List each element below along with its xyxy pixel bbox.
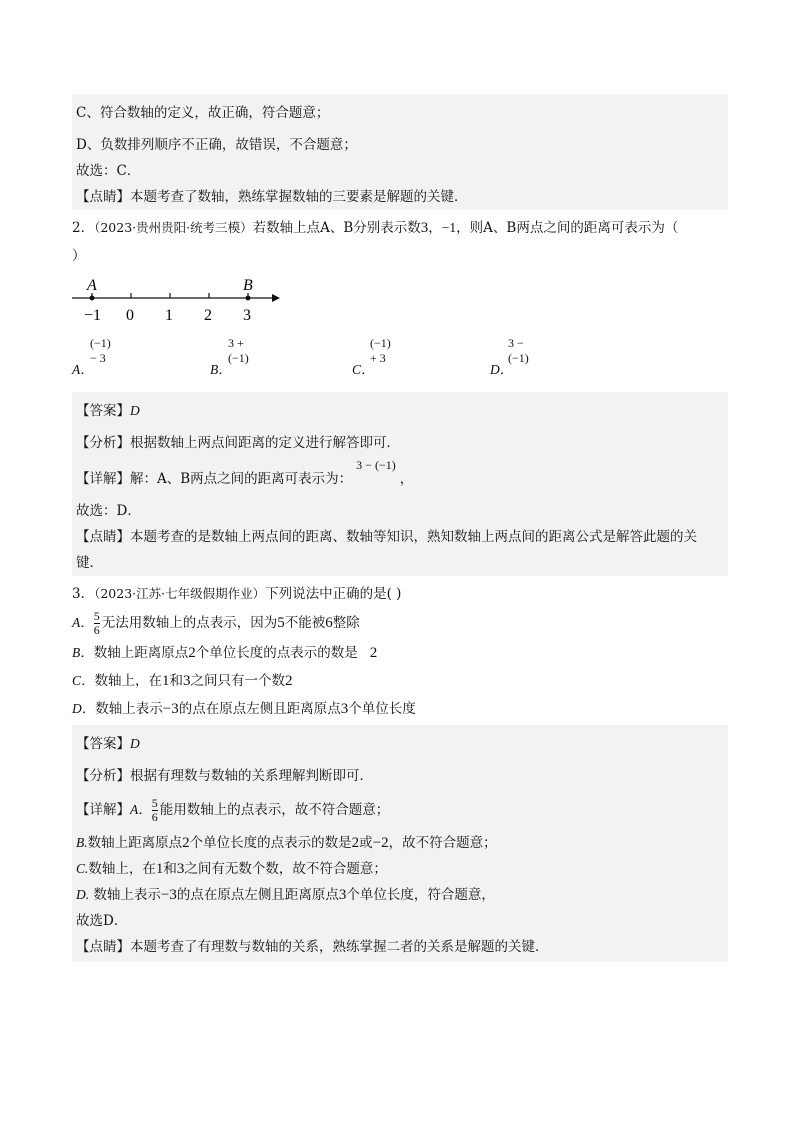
option-text: 整除 [332, 615, 360, 631]
number: 3 [338, 887, 347, 903]
point-a-dot [90, 296, 95, 301]
prev-solution-block [72, 94, 728, 210]
detail-letter: B. [76, 835, 88, 850]
comment-tag: 【点睛】 [76, 529, 130, 545]
comment-text: 本题考查了数轴，熟练掌握数轴的三要素是解题的关键． [130, 189, 468, 205]
question-source: （2023·贵州贵阳·统考三模） [94, 220, 253, 235]
comment-line [72, 524, 728, 550]
option-letter: A． [72, 362, 94, 377]
detail-text: ，故不符合题意； [388, 835, 497, 851]
q3-option-c[interactable] [72, 667, 728, 695]
point-a-label: A [87, 277, 97, 294]
detail-text: 或 [359, 835, 373, 851]
tick-label: 0 [126, 307, 134, 324]
answer-value: D [130, 403, 140, 418]
tick-label: 2 [204, 307, 212, 324]
fraction [152, 797, 158, 824]
comment-line [72, 934, 728, 962]
tick-label: 3 [243, 307, 251, 324]
prev-choice: 故选：C． [76, 163, 141, 179]
detail-line-c [72, 856, 728, 882]
detail-line [72, 456, 728, 492]
comment-text: 本题考查的是数轴上两点间的距离、数轴等知识，熟知数轴上两点间的距离公式是解答此题的关 [130, 529, 697, 545]
detail-text: 解：A、B两点之间的距离可表示为： [130, 471, 353, 487]
prev-d-line: D、负数排列顺序不正确，故错误，不合题意； [76, 137, 357, 153]
choice-line: 故选：D． [76, 503, 141, 519]
number: −3 [160, 887, 177, 903]
number: 2 [188, 645, 196, 661]
number: 5 [277, 615, 285, 631]
point-b-dot [246, 296, 251, 301]
detail-text: 个单位长度的点表示的数是 [189, 835, 352, 851]
analysis-line [72, 763, 728, 789]
q3-option-d[interactable] [72, 695, 728, 723]
comment-tag: 【点睛】 [76, 189, 130, 205]
document-page [72, 94, 728, 962]
comment-tag: 【点睛】 [76, 939, 130, 955]
option-text: 之间只有一个数 [190, 673, 286, 689]
question-2-stem [72, 214, 728, 242]
detail-tag: 【详解】 [76, 471, 130, 487]
point-b-label: B [243, 277, 253, 294]
analysis-line [72, 430, 728, 456]
question-3-solution [72, 725, 728, 962]
option-text: 和 [169, 673, 184, 689]
number: 1 [162, 673, 170, 689]
option-text: 数轴上，在 [94, 673, 163, 689]
option-letter: D． [490, 362, 514, 377]
choice-line: 故选D． [76, 913, 128, 929]
q3-option-b[interactable] [72, 639, 728, 667]
fraction-numerator: 5 [93, 609, 100, 623]
number: 2 [351, 835, 360, 851]
fraction-denominator: 6 [93, 623, 100, 637]
option-text: 数轴上表示 [95, 701, 163, 717]
tick-label: 1 [165, 307, 173, 324]
number: 6 [325, 615, 333, 631]
option-text: 的点在原点左侧且距离原点 [178, 701, 341, 717]
number: −3 [162, 701, 179, 717]
detail-line-b [72, 830, 728, 856]
number: 3 [183, 673, 191, 689]
prev-comment [72, 184, 728, 210]
detail-text: 个单位长度，符合题意， [346, 887, 495, 903]
detail-tag: 【详解】 [76, 802, 130, 818]
option-text: 个单位长度的点表示的数是 [195, 645, 358, 661]
comment-text: 本题考查了有理数与数轴的关系，熟练掌握二者的关系是解题的关键． [130, 939, 549, 955]
option-text: 不能被 [284, 615, 326, 631]
detail-expr: 3 − (−1) [356, 458, 396, 472]
option-letter: B． [72, 645, 94, 660]
question-number: 3． [72, 586, 95, 602]
number: 2 [369, 645, 378, 661]
answer-tag: 【答案】 [76, 736, 130, 752]
analysis-text: 根据数轴上两点间距离的定义进行解答即可． [130, 435, 400, 451]
detail-text: 数轴上，在 [88, 861, 156, 877]
option-letter: A． [72, 615, 94, 630]
number: 2 [285, 673, 293, 689]
option-expr: 3 − (−1) [508, 336, 529, 365]
tick-label: −1 [84, 307, 102, 324]
option-letter: C． [72, 673, 95, 688]
answer-tag: 【答案】 [76, 403, 130, 419]
number: 1 [155, 861, 164, 877]
fraction [94, 610, 100, 637]
fraction-denominator: 6 [151, 810, 158, 824]
analysis-tag: 【分析】 [76, 768, 130, 784]
detail-text: 能用数轴上的点表示，故不符合题意； [159, 802, 390, 818]
question-text-2: ，则A、B两点之间的距离可表示为（ [456, 220, 679, 236]
value-neg1: −1 [441, 220, 457, 235]
number-line-figure [72, 276, 292, 332]
option-letter: B． [210, 362, 232, 377]
question-text: 若数轴上点A、B分别表示数 [252, 220, 421, 236]
analysis-tag: 【分析】 [76, 435, 130, 451]
number: −2 [372, 835, 389, 851]
option-text: 数轴上距离原点 [93, 645, 189, 661]
number: 3 [340, 701, 349, 717]
fraction-numerator: 5 [151, 796, 158, 810]
question-3-stem [72, 580, 728, 608]
detail-line-a [72, 789, 728, 830]
question-2-options [72, 336, 728, 382]
detail-line-d [72, 882, 728, 908]
option-letter: C． [352, 362, 375, 377]
prev-c-line: C、符合数轴的定义，故正确，符合题意； [76, 105, 330, 121]
question-2-stem-end: ） [72, 248, 86, 264]
comment-line-2: 键． [76, 555, 103, 571]
question-2-solution [72, 392, 728, 576]
q3-option-a[interactable] [72, 608, 728, 639]
number-line-svg [72, 276, 292, 332]
answer-line [72, 725, 728, 763]
option-text: 无法用数轴上的点表示，因为 [101, 615, 278, 631]
question-text: 下列说法中正确的是( ) [265, 586, 402, 602]
detail-text: 数轴上表示 [89, 887, 161, 903]
value-3: 3 [420, 220, 429, 236]
detail-letter: A． [130, 802, 152, 817]
answer-line [72, 392, 728, 430]
detail-letter: D. [76, 887, 90, 902]
detail-text: 数轴上距离原点 [87, 835, 183, 851]
analysis-text: 根据有理数与数轴的关系理解判断即可． [130, 768, 373, 784]
option-expr: (−1) − 3 [90, 336, 111, 365]
option-text: 个单位长度 [348, 701, 416, 717]
detail-text: 之间有无数个数，故不符合题意； [184, 861, 387, 877]
question-source: （2023·江苏·七年级假期作业） [94, 586, 266, 601]
separator: ， [428, 220, 442, 236]
number: 2 [182, 835, 190, 851]
detail-letter: C. [76, 861, 89, 876]
axis-arrow [272, 294, 280, 302]
answer-value: D [130, 736, 140, 751]
question-number: 2． [72, 220, 95, 236]
detail-end: ， [399, 471, 414, 487]
detail-text: 的点在原点左侧且距离原点 [176, 887, 339, 903]
option-letter: D． [72, 701, 96, 716]
number: 3 [176, 861, 185, 877]
option-expr: 3 + (−1) [228, 336, 249, 365]
option-expr: (−1) + 3 [370, 336, 391, 365]
detail-text: 和 [163, 861, 177, 877]
